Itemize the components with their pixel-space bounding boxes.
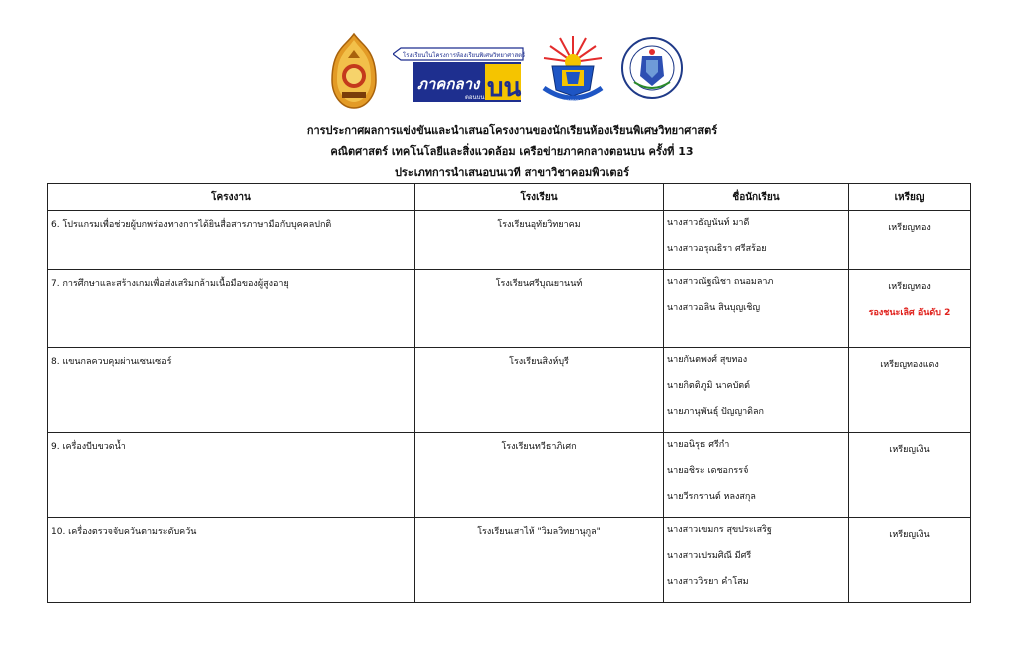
table-row [48, 211, 971, 270]
banner-big-text: บน [487, 73, 522, 103]
school-logo-text: สพ. ตะวันออกกลางอุดมศึกษา [547, 98, 599, 103]
obec-emblem-logo [330, 32, 378, 110]
column-header-project: โครงงาน [48, 184, 415, 211]
announcement-title: การประกาศผลการแข่งขันและนำเสนอโครงงานของนักเรียนห้องเรียนพิเศษวิทยาศาสตร์ [306, 124, 718, 137]
medal-cell [849, 348, 971, 433]
table-row [48, 348, 971, 433]
column-header-medal: เหรียญ [849, 184, 971, 211]
student-name: นายกิตติภูมิ นาคบัตต์ [667, 381, 750, 391]
student-name: นางสาวเปรมศิณี มีศรี [667, 551, 752, 561]
student-name: นางสาววิรยา คำโสม [667, 577, 749, 587]
medal-cell [849, 433, 971, 518]
school-cell: โรงเรียนศรีบุณยานนท์ [415, 270, 664, 348]
column-header-school: โรงเรียน [415, 184, 664, 211]
announcement-subtitle: คณิตศาสตร์ เทคโนโลยีและสิ่งแวดล้อม เครือข่ายภาคกลางตอนบน ครั้งที่ 13 [330, 145, 694, 158]
banner-mid-text: ตอนบน [465, 94, 485, 101]
results-table [47, 183, 971, 603]
project-cell: 7. การศึกษาและสร้างเกมเพื่อส่งเสริมกล้ามเนื้อมือของผู้สูงอายุ [48, 270, 415, 348]
runner-up-note: รองชนะเลิศ อันดับ 2 [868, 308, 951, 318]
project-cell: 10. เครื่องตรวจจับควันตามระดับควัน [48, 518, 415, 603]
student-name: นางสาวเขมกร สุขประเสริฐ [667, 525, 772, 535]
table-row [48, 270, 971, 348]
student-name: นายกันตพงศ์ สุขทอง [667, 355, 748, 365]
medal-label: เหรียญทอง [888, 223, 931, 233]
student-name: นางสาวอลิน สินบุญเชิญ [667, 303, 761, 313]
medal-label: เหรียญทองแดง [880, 360, 939, 370]
school-cell: โรงเรียนทวีธาภิเศก [415, 433, 664, 518]
school-cell: โรงเรียนสิงห์บุรี [415, 348, 664, 433]
table-header-row [48, 184, 971, 211]
students-cell [664, 270, 849, 348]
network-banner-logo [393, 44, 535, 106]
project-cell: 6. โปรแกรมเพื่อช่วยผู้บกพร่องทางการได้ยินสื่อสารภาษามือกับบุคคลปกติ [48, 211, 415, 270]
student-name: นางสาวอรุณธิรา ศรีสร้อย [667, 244, 767, 254]
table-row [48, 518, 971, 603]
logo-strip [0, 32, 1024, 110]
school-cell: โรงเรียนอุทัยวิทยาคม [415, 211, 664, 270]
medal-cell [849, 270, 971, 348]
student-name: นางสาวธัญนันท์ มาดี [667, 218, 750, 228]
project-cell: 9. เครื่องบีบขวดน้ำ [48, 433, 415, 518]
project-cell: 8. แขนกลควบคุมผ่านเซนเซอร์ [48, 348, 415, 433]
column-header-students: ชื่อนักเรียน [664, 184, 849, 211]
students-cell [664, 211, 849, 270]
medal-label: เหรียญทอง [888, 282, 931, 292]
student-name: นายวีรกรานต์ หลงสกุล [667, 492, 756, 502]
student-name: นายอนิรุธ ศรีกำ [667, 440, 730, 450]
medal-cell [849, 211, 971, 270]
school-emblem-logo [540, 32, 606, 106]
students-cell [664, 433, 849, 518]
students-cell [664, 348, 849, 433]
medal-cell [849, 518, 971, 603]
student-name: นายภานุพันธุ์ ปัญญาดิลก [667, 407, 764, 417]
students-cell [664, 518, 849, 603]
medal-label: เหรียญเงิน [889, 530, 930, 540]
student-name: นายอชิระ เดชอกรรจ์ [667, 466, 749, 476]
banner-small-text: โรงเรียนในโครงการห้องเรียนพิเศษวิทยาศาสตร์ [403, 52, 526, 59]
student-name: นางสาวณัฐณิชา ถนอมลาภ [667, 277, 774, 287]
medal-label: เหรียญเงิน [889, 445, 930, 455]
table-row [48, 433, 971, 518]
announcement-category: ประเภทการนำเสนอบนเวที สาขาวิชาคอมพิวเตอร์ [394, 166, 630, 179]
banner-main-text: ภาคกลาง [417, 75, 480, 93]
school-cell: โรงเรียนเสาไห้ "วิมลวิทยานุกูล" [415, 518, 664, 603]
round-seal-logo [620, 36, 684, 100]
